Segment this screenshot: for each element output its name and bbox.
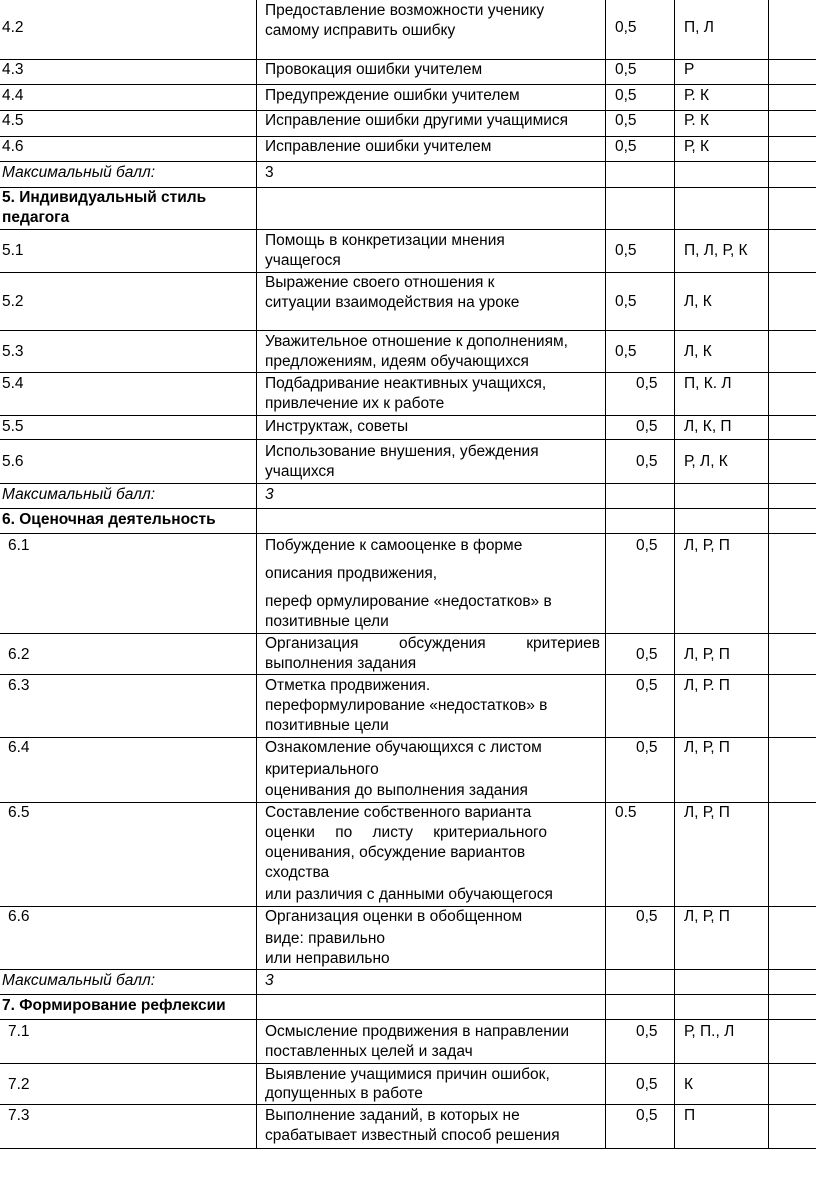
item-codes: П, Л, Р, К (684, 242, 748, 259)
item-description-line: критериального (265, 761, 379, 778)
item-score: 0,5 (636, 418, 658, 435)
item-number: 5.2 (2, 293, 24, 310)
item-description: Подбадривание неактивных учащихся, привлечение их к работе (265, 375, 547, 412)
item-score: 0,5 (636, 537, 658, 554)
max-score-value: 3 (265, 486, 274, 503)
item-codes: Р, Л, К (684, 453, 728, 470)
item-score: 0,5 (636, 1107, 658, 1124)
item-codes: Р (684, 61, 695, 78)
item-number: 6.2 (8, 646, 30, 663)
section-heading: 7. Формирование рефлексии (2, 997, 226, 1014)
row-divider (0, 533, 816, 534)
item-description: Провокация ошибки учителем (265, 61, 483, 78)
item-description-line: позитивные цели (265, 717, 389, 734)
item-codes: Р, К (684, 138, 710, 155)
item-number: 4.6 (2, 138, 24, 155)
item-codes: Р, П., Л (684, 1023, 735, 1040)
item-codes: Л, К (684, 293, 712, 310)
item-description-line: Побуждение к самооценке в форме (265, 537, 523, 554)
item-codes: Р. К (684, 112, 710, 129)
item-description-line: Организация оценки в обобщенном (265, 908, 523, 925)
item-description: Выражение своего отношения к ситуации взаимодействия на уроке (265, 274, 520, 311)
item-codes: П, К. Л (684, 375, 732, 392)
item-description: Уважительное отношение к дополнениям, предложениям, идеям обучающихся (265, 333, 568, 370)
max-score-value: 3 (265, 164, 274, 181)
row-divider (0, 1063, 816, 1064)
item-description: Предупреждение ошибки учителем (265, 87, 520, 104)
row-divider (0, 969, 816, 970)
item-description-line: Осмысление продвижения в направлении (265, 1023, 570, 1040)
item-description: Исправление ошибки учителем (265, 138, 492, 155)
row-divider (0, 372, 816, 373)
row-divider (0, 674, 816, 675)
item-score: 0,5 (615, 112, 637, 129)
item-number: 5.4 (2, 375, 24, 392)
item-codes: Л, Р, П (684, 804, 730, 821)
row-divider (0, 415, 816, 416)
item-codes: Р. К (684, 87, 710, 104)
item-score: 0,5 (636, 1023, 658, 1040)
item-score: 0,5 (636, 646, 658, 663)
column-divider (768, 0, 769, 1148)
item-description-line: Выявление учащимися причин ошибок, (265, 1066, 550, 1083)
item-score: 0,5 (636, 677, 658, 694)
row-divider (0, 1019, 816, 1020)
item-description-line: выполнения задания (265, 655, 417, 672)
item-description: Помощь в конкретизации мнения учащегося (265, 232, 505, 269)
item-score: 0,5 (615, 87, 637, 104)
column-divider (674, 0, 675, 1148)
item-number: 6.3 (8, 677, 30, 694)
item-codes: Л, К (684, 343, 712, 360)
item-description-line: Ознакомление обучающихся с листом (265, 739, 542, 756)
row-divider (0, 483, 816, 484)
item-score: 0.5 (615, 804, 637, 821)
item-number: 7.3 (8, 1107, 30, 1124)
item-codes: Л, К, П (684, 418, 732, 435)
item-score: 0,5 (615, 19, 637, 36)
item-codes: П, Л (684, 19, 714, 36)
item-score: 0,5 (636, 375, 658, 392)
row-divider (0, 330, 816, 331)
item-description-line: переф ормулирование «недостатков» в (265, 593, 552, 610)
item-score: 0,5 (636, 453, 658, 470)
row-divider (0, 84, 816, 85)
item-score: 0,5 (636, 1076, 658, 1093)
item-description-line: Выполнение заданий, в которых не (265, 1107, 520, 1124)
item-codes: Л, Р, П (684, 908, 730, 925)
item-number: 6.1 (8, 537, 30, 554)
item-description-line: или неправильно (265, 950, 390, 967)
item-number: 5.6 (2, 453, 24, 470)
item-number: 5.1 (2, 242, 24, 259)
item-description-line: поставленных целей и задач (265, 1043, 473, 1060)
item-number: 7.2 (8, 1076, 30, 1093)
row-divider (0, 1148, 816, 1149)
item-number: 6.4 (8, 739, 30, 756)
section-heading: 6. Оценочная деятельность (2, 511, 216, 528)
item-score: 0,5 (636, 739, 658, 756)
item-score: 0,5 (615, 138, 637, 155)
item-score: 0,5 (615, 242, 637, 259)
item-description-line: срабатывает известный способ решения (265, 1127, 560, 1144)
item-codes: Л, Р. П (684, 677, 730, 694)
item-description-line: оценивания, обсуждение вариантов (265, 844, 526, 861)
item-codes: П (684, 1107, 696, 1124)
row-divider (0, 439, 816, 440)
item-description-line: виде: правильно (265, 930, 385, 947)
section-heading: 5. Индивидуальный стиль педагога (2, 189, 207, 226)
item-number: 5.5 (2, 418, 24, 435)
item-description-line: сходства (265, 864, 330, 881)
max-score-label: Максимальный балл: (2, 972, 156, 989)
item-description-line: переформулирование «недостатков» в (265, 697, 548, 714)
item-description-line: описания продвижения, (265, 565, 438, 582)
row-divider (0, 1104, 816, 1105)
item-score: 0,5 (615, 293, 637, 310)
item-number: 6.5 (8, 804, 30, 821)
item-description-line: Составление собственного варианта (265, 804, 532, 821)
item-codes: Л, Р, П (684, 537, 730, 554)
item-number: 5.3 (2, 343, 24, 360)
row-divider (0, 161, 816, 162)
item-codes: К (684, 1076, 694, 1093)
item-description-line: оценки по листу критериального (265, 824, 547, 841)
item-description-line: позитивные цели (265, 613, 389, 630)
item-number: 7.1 (8, 1023, 30, 1040)
item-description-line: оценивания до выполнения задания (265, 782, 528, 799)
max-score-label: Максимальный балл: (2, 164, 156, 181)
item-number: 6.6 (8, 908, 30, 925)
max-score-value: 3 (265, 972, 274, 989)
column-divider (256, 0, 257, 1148)
item-number: 4.5 (2, 112, 24, 129)
row-divider (0, 508, 816, 509)
item-codes: Л, Р, П (684, 739, 730, 756)
item-number: 4.2 (2, 19, 24, 36)
max-score-label: Максимальный балл: (2, 486, 156, 503)
row-divider (0, 994, 816, 995)
item-score: 0,5 (636, 908, 658, 925)
item-number: 4.3 (2, 61, 24, 78)
item-description: Исправление ошибки другими учащимися (265, 112, 569, 129)
item-number: 4.4 (2, 87, 24, 104)
item-score: 0,5 (615, 61, 637, 78)
item-description-line: или различия с данными обучающегося (265, 886, 553, 903)
column-divider (605, 0, 606, 1148)
row-divider (0, 229, 816, 230)
item-score: 0,5 (615, 343, 637, 360)
item-codes: Л, Р, П (684, 646, 730, 663)
item-description: Инструктаж, советы (265, 418, 409, 435)
item-description-line: Отметка продвижения. (265, 677, 431, 694)
item-description: Использование внушения, убеждения учащихся (265, 443, 539, 480)
item-description: Предоставление возможности ученику самому исправить ошибку (265, 2, 545, 39)
item-description-line: Организация обсуждения критериев (265, 635, 600, 652)
item-description-line: допущенных в работе (265, 1085, 423, 1102)
